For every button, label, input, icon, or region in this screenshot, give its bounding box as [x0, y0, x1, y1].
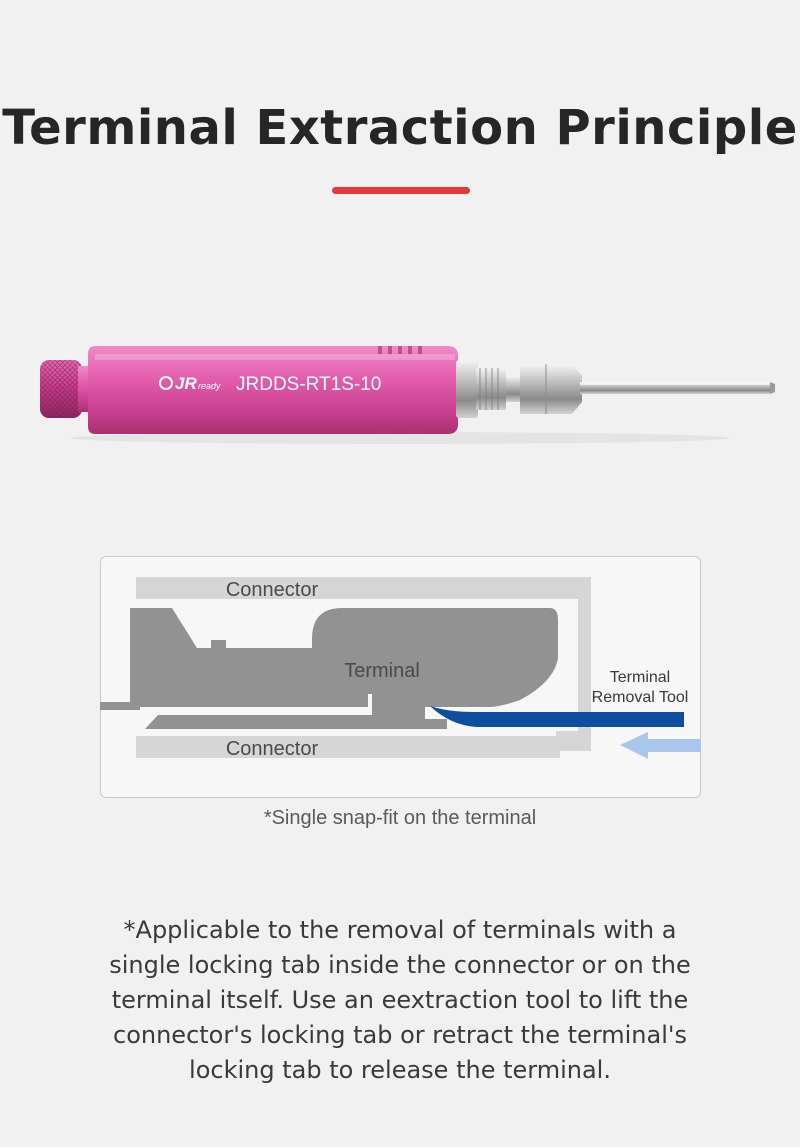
tool-label-line1: Terminal: [609, 669, 671, 686]
extraction-tool-illustration: [0, 320, 800, 460]
connector-bottom: [136, 736, 560, 758]
connector-bottom-label: Connector: [225, 738, 319, 760]
title-accent-bar: [332, 187, 470, 194]
diagram-caption: *Single snap-fit on the terminal: [263, 807, 537, 829]
brand-initials: JR: [175, 374, 197, 393]
direction-arrow-icon: [620, 732, 701, 759]
metal-ferrule: [456, 360, 478, 418]
connector-top-label: Connector: [225, 579, 319, 601]
page-title: Terminal Extraction Principle: [2, 100, 798, 156]
tool-label-line2: Removal Tool: [591, 689, 689, 706]
extraction-diagram: [100, 556, 701, 798]
terminal-label: Terminal: [344, 660, 420, 682]
model-number: JRDDS-RT1S-10: [236, 374, 382, 395]
extraction-tool-blade: [430, 706, 684, 727]
brand-suffix: ready: [198, 381, 221, 391]
connector-top: [136, 577, 591, 599]
collet-nut: [520, 364, 582, 414]
description-text: *Applicable to the removal of terminals with a single locking tab inside the connector or on the terminal itself. Use an eextraction tool to lift the connector's locking tab or retract the terminal's locking tab to release the terminal.: [109, 916, 691, 1084]
